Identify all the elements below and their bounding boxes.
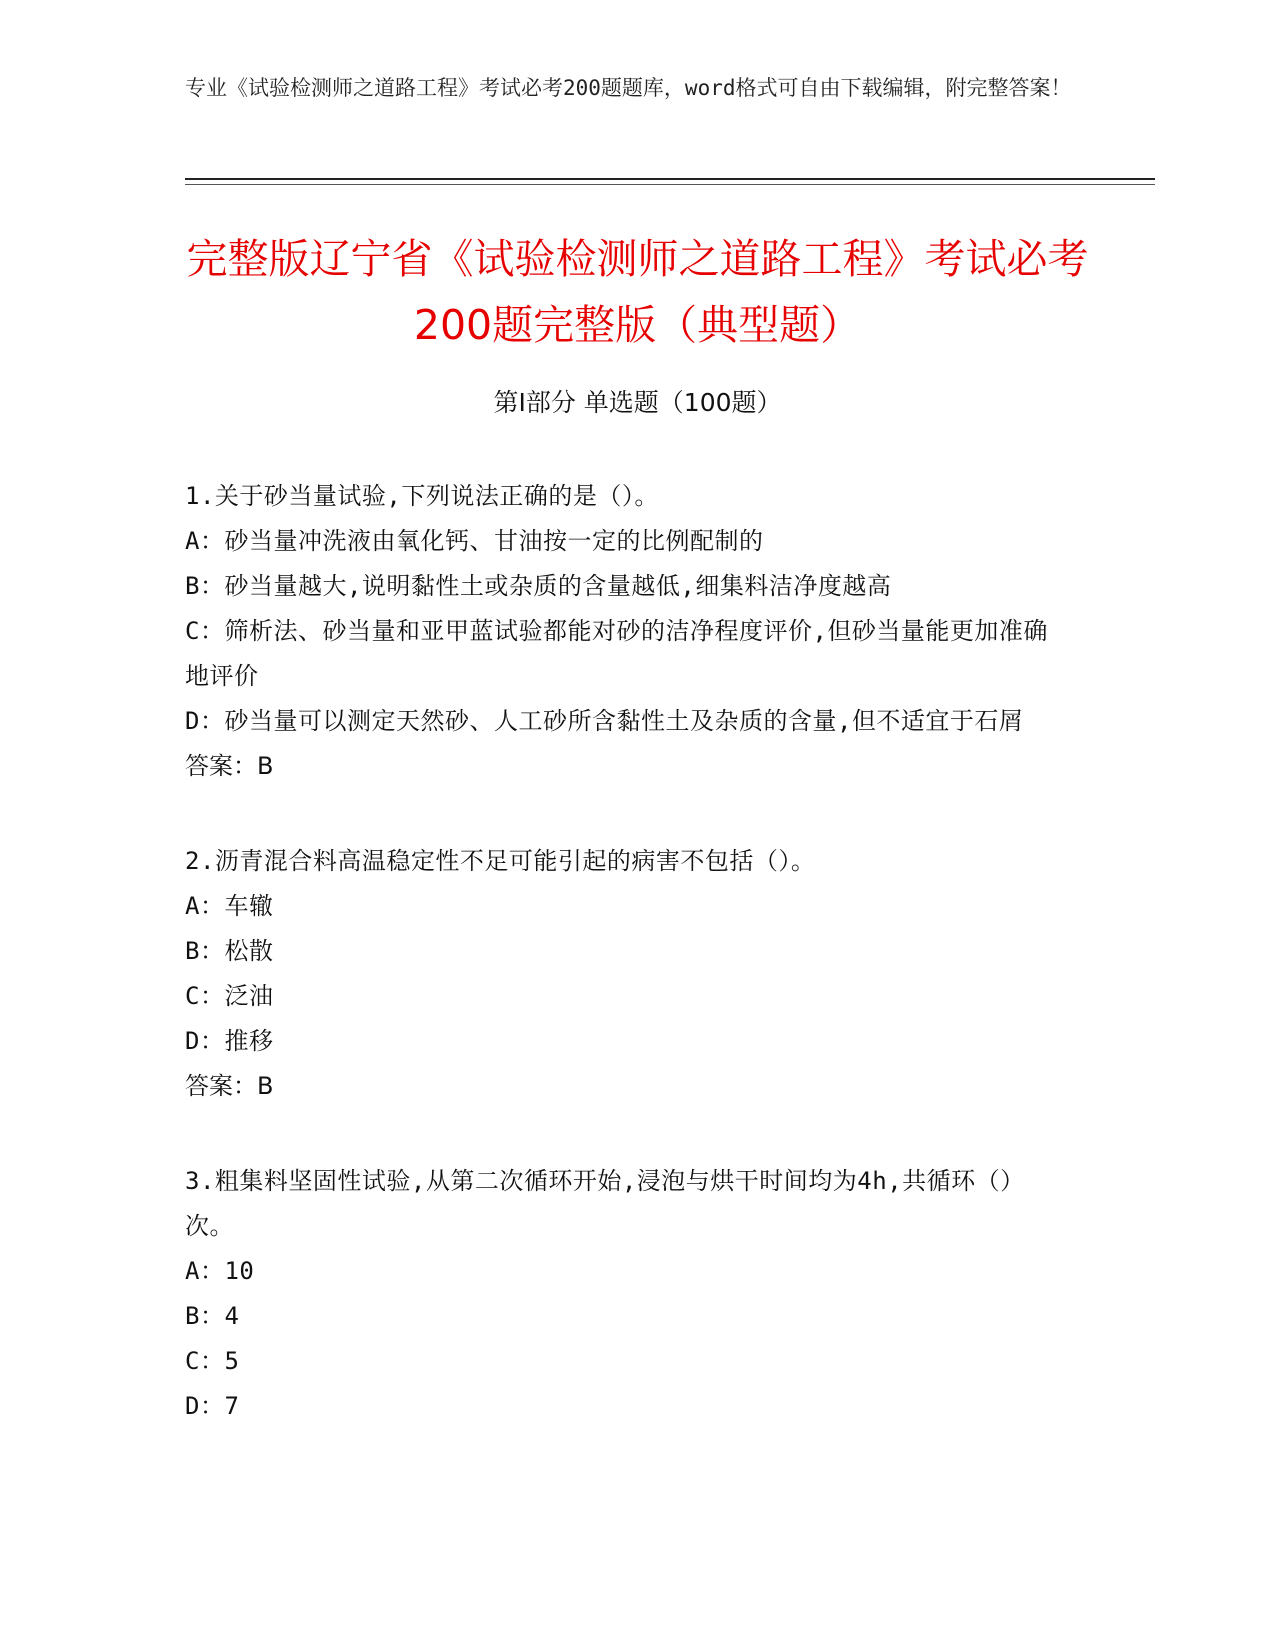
option-a: A：车辙	[185, 892, 274, 920]
option-b: B：砂当量越大,说明黏性土或杂质的含量越低,细集料洁净度越高	[185, 572, 892, 600]
option-a: A：10	[185, 1257, 255, 1285]
header-note: 专业《试验检测师之道路工程》考试必考200题题库，word格式可自由下载编辑，附完整答案！	[185, 76, 1072, 100]
option-b: B：4	[185, 1302, 240, 1330]
option-d: D：7	[185, 1392, 240, 1420]
option-d: D：砂当量可以测定天然砂、人工砂所含黏性土及杂质的含量,但不适宜于石屑	[185, 707, 1024, 735]
answer-line	[185, 1064, 1065, 1109]
header-rule-thin	[185, 184, 1155, 185]
question-2	[185, 839, 1065, 1109]
header-rule-thick	[185, 178, 1155, 180]
option-c: C：泛油	[185, 982, 274, 1010]
answer-value: B	[257, 1072, 274, 1100]
section-title: 第Ⅰ部分 单选题（100题）	[493, 388, 782, 417]
question-list	[185, 474, 1065, 1479]
answer-label: 答案：	[185, 752, 257, 780]
option-c: C：筛析法、砂当量和亚甲蓝试验都能对砂的洁净程度评价,但砂当量能更加准确地评价	[185, 617, 1048, 690]
answer-line	[185, 744, 1065, 789]
option-b: B：松散	[185, 937, 274, 965]
answer-value: B	[257, 752, 274, 780]
option-d: D：推移	[185, 1027, 274, 1055]
question-3	[185, 1159, 1065, 1429]
question-stem: 3.粗集料坚固性试验,从第二次循环开始,浸泡与烘干时间均为4h,共循环（）次。	[185, 1167, 1025, 1240]
option-a: A：砂当量冲洗液由氧化钙、甘油按一定的比例配制的	[185, 527, 764, 555]
question-stem: 1.关于砂当量试验,下列说法正确的是（）。	[185, 482, 659, 510]
question-1	[185, 474, 1065, 789]
document-title: 完整版辽宁省《试验检测师之道路工程》考试必考200题完整版（典型题）	[186, 235, 1089, 349]
question-stem: 2.沥青混合料高温稳定性不足可能引起的病害不包括（）。	[185, 847, 816, 875]
option-c: C：5	[185, 1347, 240, 1375]
answer-label: 答案：	[185, 1072, 257, 1100]
